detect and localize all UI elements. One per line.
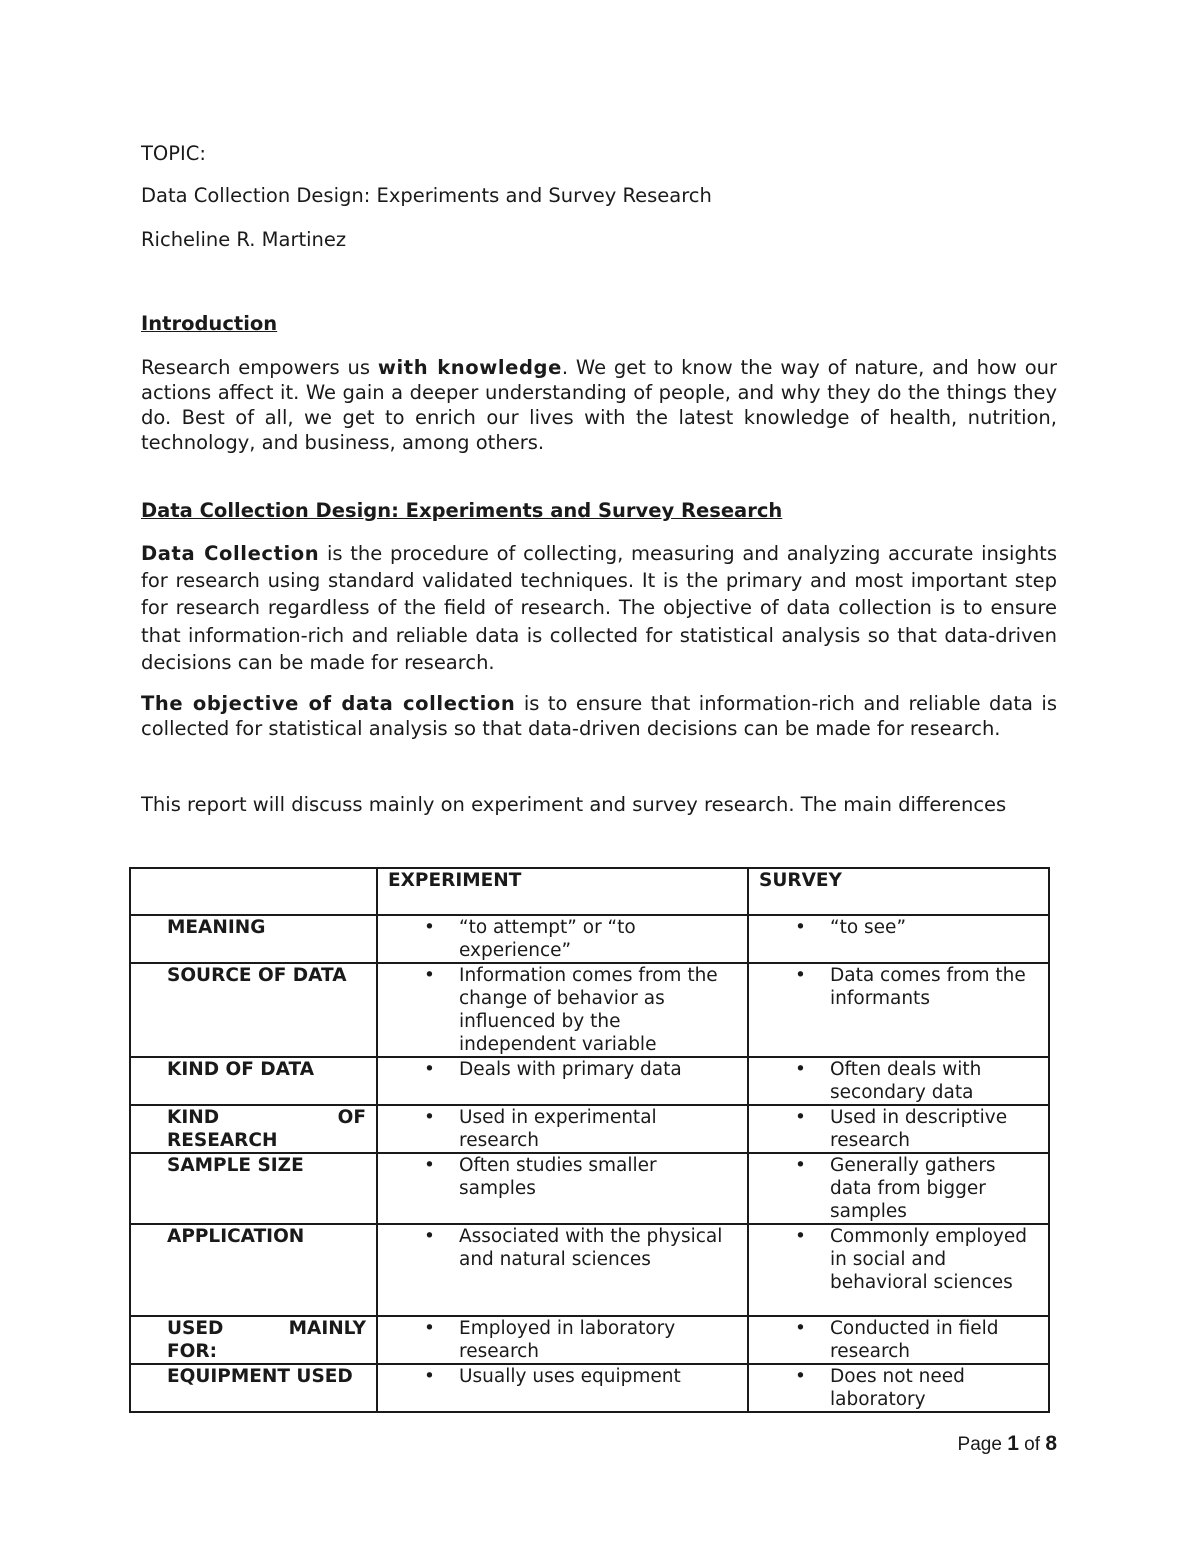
page-word: Page xyxy=(957,1434,1002,1455)
experiment-text: Usually uses equipment xyxy=(459,1366,681,1387)
bullet-icon: • xyxy=(795,1226,806,1247)
bullet-icon: • xyxy=(795,1318,806,1339)
survey-cell xyxy=(748,1057,1049,1105)
bullet-icon: • xyxy=(424,1366,435,1387)
bullet-icon: • xyxy=(424,1107,435,1128)
table-row xyxy=(130,1105,1049,1153)
experiment-cell xyxy=(377,915,748,963)
section-heading: Data Collection Design: Experiments and Survey Research xyxy=(141,499,783,522)
bullet-icon: • xyxy=(424,965,435,986)
experiment-text: Associated with the physical and natural sciences xyxy=(459,1226,723,1270)
survey-text: “to see” xyxy=(830,917,907,938)
survey-cell xyxy=(748,915,1049,963)
survey-cell xyxy=(748,1105,1049,1153)
survey-text: Used in descriptive research xyxy=(830,1107,1008,1151)
experiment-text: Often studies smaller samples xyxy=(459,1155,657,1199)
table-row xyxy=(130,1057,1049,1105)
data-collection-term: Data Collection xyxy=(141,542,320,565)
bullet-icon: • xyxy=(424,1155,435,1176)
introduction-heading: Introduction xyxy=(141,312,278,335)
experiment-text: Deals with primary data xyxy=(459,1059,682,1080)
row-label-part: KIND xyxy=(167,1107,220,1128)
table-header-row xyxy=(130,868,1049,915)
survey-cell xyxy=(748,1224,1049,1316)
bullet-icon: • xyxy=(795,965,806,986)
objective-term: The objective of data collection xyxy=(141,692,516,715)
experiment-text: “to attempt” or “to experience” xyxy=(459,917,636,961)
row-label: APPLICATION xyxy=(130,1224,377,1316)
table-row xyxy=(130,1224,1049,1316)
experiment-cell xyxy=(377,1364,748,1412)
introduction-paragraph xyxy=(141,355,1057,455)
survey-cell xyxy=(748,1364,1049,1412)
row-label-part: OF xyxy=(337,1107,366,1128)
objective-paragraph xyxy=(141,691,1057,741)
experiment-text: Employed in laboratory research xyxy=(459,1318,676,1362)
bullet-icon: • xyxy=(424,1226,435,1247)
survey-text: Does not need laboratory xyxy=(830,1366,965,1410)
bullet-icon: • xyxy=(795,1366,806,1387)
row-label: SOURCE OF DATA xyxy=(130,963,377,1057)
row-label-part: MAINLY xyxy=(288,1318,366,1339)
experiment-cell xyxy=(377,1224,748,1316)
row-label-part: FOR: xyxy=(167,1341,218,1362)
survey-text: Data comes from the informants xyxy=(830,965,1026,1009)
row-label: EQUIPMENT USED xyxy=(130,1364,377,1412)
row-label xyxy=(130,1105,377,1153)
bullet-icon: • xyxy=(424,1059,435,1080)
survey-text: Conducted in field research xyxy=(830,1318,999,1362)
intro-bold-text: with knowledge xyxy=(377,356,562,379)
data-collection-paragraph xyxy=(141,540,1057,676)
table-row xyxy=(130,915,1049,963)
experiment-cell xyxy=(377,1057,748,1105)
topic-label: TOPIC: xyxy=(141,142,206,165)
bullet-icon: • xyxy=(795,917,806,938)
experiment-cell xyxy=(377,1105,748,1153)
table-row xyxy=(130,963,1049,1057)
survey-cell xyxy=(748,1153,1049,1224)
data-collection-text: is the procedure of collecting, measuring and analyzing accurate insights for research using standard validated techniques. It is the primary and most important step for research regardless of the field of research. The objective of data collection is to ensure that information-rich and reliable data is collected for statistical analysis so that data-driven decisions can be made for research. xyxy=(141,542,1057,674)
row-label xyxy=(130,1316,377,1364)
experiment-cell xyxy=(377,1153,748,1224)
bullet-icon: • xyxy=(795,1059,806,1080)
page-footer xyxy=(958,1432,1057,1456)
table-row xyxy=(130,1153,1049,1224)
survey-text: Often deals with secondary data xyxy=(830,1059,982,1103)
bullet-icon: • xyxy=(424,917,435,938)
comparison-table xyxy=(129,867,1050,1413)
page-total: 8 xyxy=(1045,1432,1057,1455)
survey-text: Commonly employed in social and behavioral sciences xyxy=(830,1226,1027,1293)
intro-text-rest: . We get to know the way of nature, and how our actions affect it. We gain a deeper understanding of people, and why they do the things they do. Best of all, we get to enrich our lives with the latest knowledge of health, nutrition, technology, and business, among others. xyxy=(141,356,1057,454)
experiment-text: Information comes from the change of behavior as influenced by the independent variable xyxy=(459,965,718,1055)
row-label: KIND OF DATA xyxy=(130,1057,377,1105)
table-row xyxy=(130,1364,1049,1412)
document-title: Data Collection Design: Experiments and Survey Research xyxy=(141,184,712,207)
report-paragraph: This report will discuss mainly on experiment and survey research. The main differences xyxy=(141,793,1007,816)
row-label-part: USED xyxy=(167,1318,224,1339)
experiment-text: Used in experimental research xyxy=(459,1107,657,1151)
experiment-cell xyxy=(377,963,748,1057)
bullet-icon: • xyxy=(795,1107,806,1128)
page-number: 1 xyxy=(1007,1432,1019,1455)
intro-text: Research empowers us xyxy=(141,356,378,379)
row-label: MEANING xyxy=(130,915,377,963)
bullet-icon: • xyxy=(795,1155,806,1176)
header-survey: SURVEY xyxy=(748,868,1049,915)
experiment-cell xyxy=(377,1316,748,1364)
row-label-part: RESEARCH xyxy=(167,1130,278,1151)
survey-cell xyxy=(748,963,1049,1057)
table-corner-cell xyxy=(130,868,377,915)
bullet-icon: • xyxy=(424,1318,435,1339)
table-row xyxy=(130,1316,1049,1364)
author-name: Richeline R. Martinez xyxy=(141,228,347,251)
survey-text: Generally gathers data from bigger samples xyxy=(830,1155,996,1222)
objective-text: is to ensure that information-rich and reliable data is collected for statistical analysis so that data-driven decisions can be made for research. xyxy=(141,692,1057,740)
row-label: SAMPLE SIZE xyxy=(130,1153,377,1224)
header-experiment: EXPERIMENT xyxy=(377,868,748,915)
of-word: of xyxy=(1024,1434,1041,1455)
survey-cell xyxy=(748,1316,1049,1364)
